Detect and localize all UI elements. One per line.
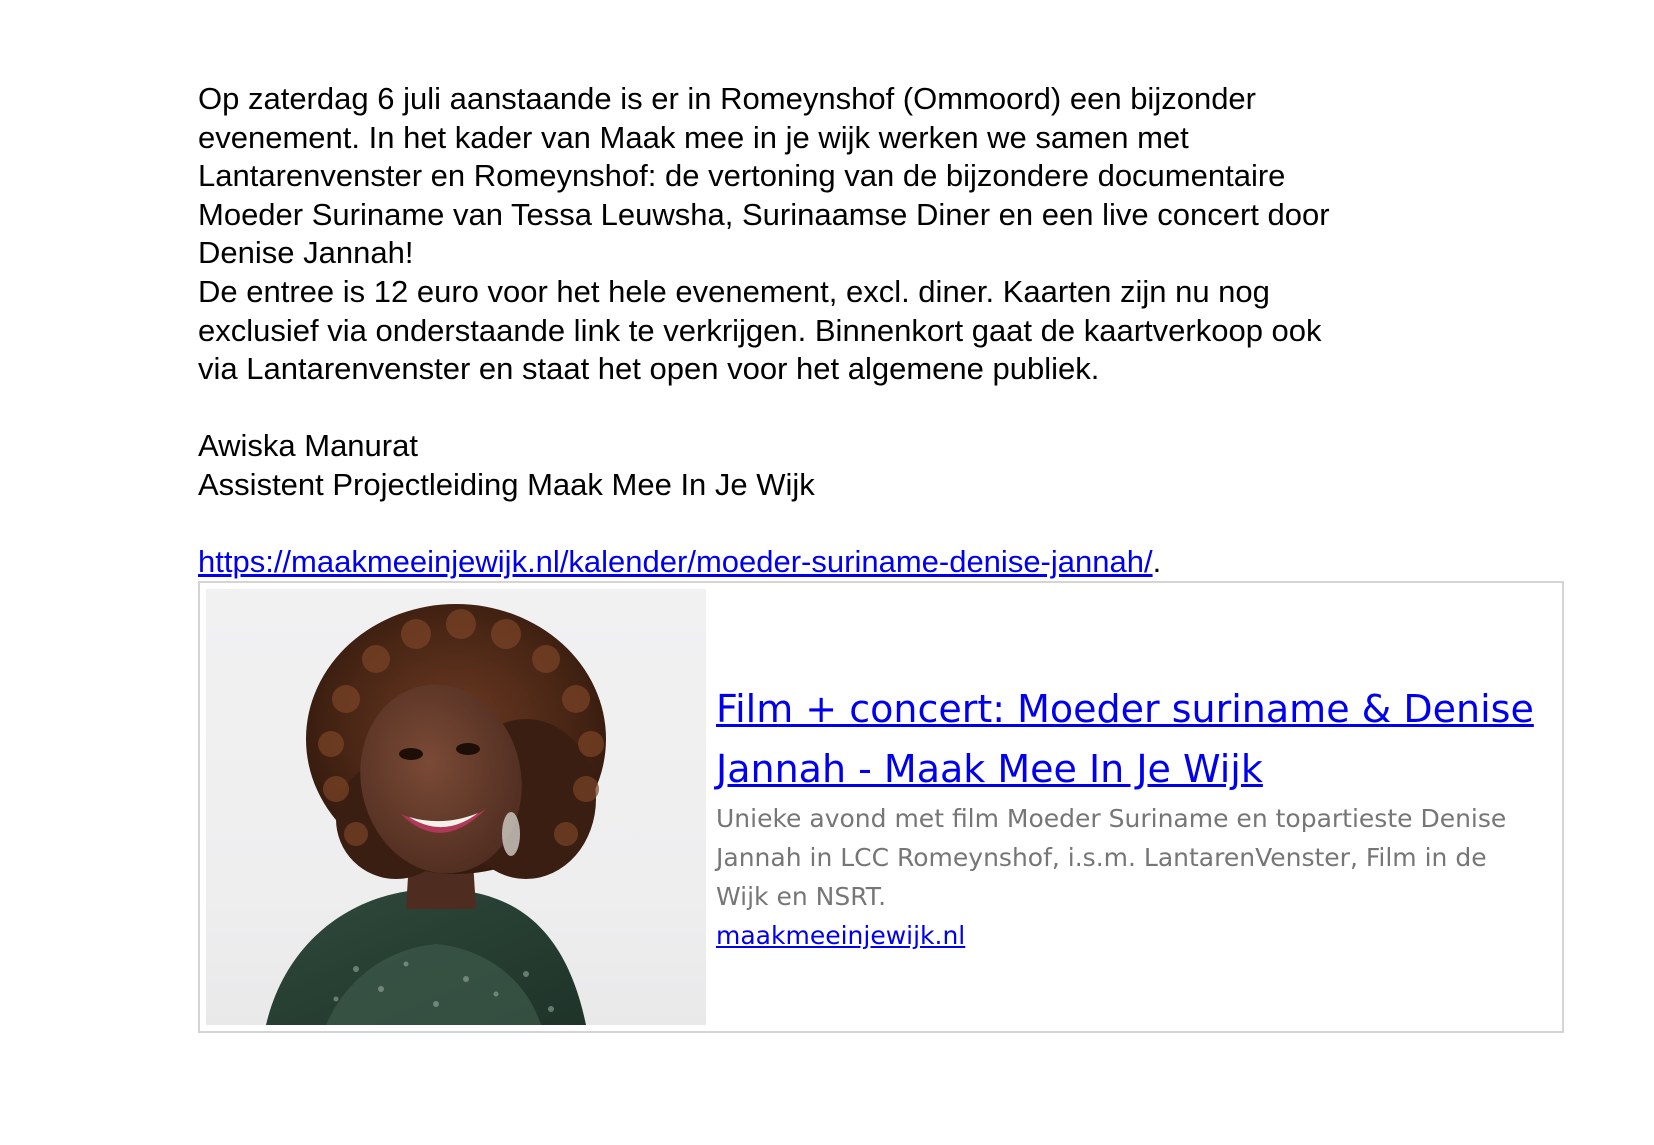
link-preview-title-line: Film + concert: Moeder suriname & Denise [716, 687, 1534, 731]
signature-name: Awiska Manurat [198, 428, 418, 464]
link-preview-title[interactable] [716, 679, 1546, 799]
event-url-link[interactable]: https://maakmeeinjewijk.nl/kalender/moeder-suriname-denise-jannah/ [198, 544, 1153, 580]
spacer [198, 389, 1498, 428]
event-url-line [198, 543, 1498, 582]
link-preview-domain[interactable]: maakmeeinjewijk.nl [716, 921, 966, 950]
link-preview-description-line: Wijk en NSRT. [716, 882, 887, 911]
link-preview-text [716, 679, 1546, 955]
paragraph-line: Op zaterdag 6 juli aanstaande is er in Romeynshof (Ommoord) een bijzonder [198, 81, 1256, 116]
link-preview-description-line: Jannah in LCC Romeynshof, i.s.m. LantarenVenster, Film in de [716, 843, 1487, 872]
paragraph-line: Moeder Suriname van Tessa Leuwsha, Surinaamse Diner en een live concert door [198, 196, 1330, 232]
paragraph-line: De entree is 12 euro voor het hele evenement, excl. diner. Kaarten zijn nu nog [198, 273, 1270, 309]
paragraph-line: Lantarenvenster en Romeynshof: de vertoning van de bijzondere documentaire [198, 158, 1286, 194]
url-period: . [1152, 544, 1162, 580]
link-preview-description-line: Unieke avond met film Moeder Suriname en topartieste Denise [716, 804, 1507, 833]
paragraph-line: Denise Jannah! [198, 235, 414, 271]
email-body [198, 80, 1498, 582]
link-preview-description [716, 799, 1546, 916]
link-preview-card[interactable] [198, 581, 1564, 1033]
paragraph-line: via Lantarenvenster en staat het open voor het algemene publiek. [198, 351, 1100, 387]
portrait-photo[interactable] [206, 589, 706, 1025]
spacer [198, 505, 1498, 544]
link-preview-title-line: Jannah - Maak Mee In Je Wijk [716, 747, 1263, 791]
signature-title: Assistent Projectleiding Maak Mee In Je Wijk [198, 466, 815, 502]
paragraph-line: exclusief via onderstaande link te verkrijgen. Binnenkort gaat de kaartverkoop ook [198, 312, 1322, 348]
paragraph-line: evenement. In het kader van Maak mee in je wijk werken we samen met [198, 119, 1189, 155]
portrait-photo-image [206, 589, 706, 1025]
